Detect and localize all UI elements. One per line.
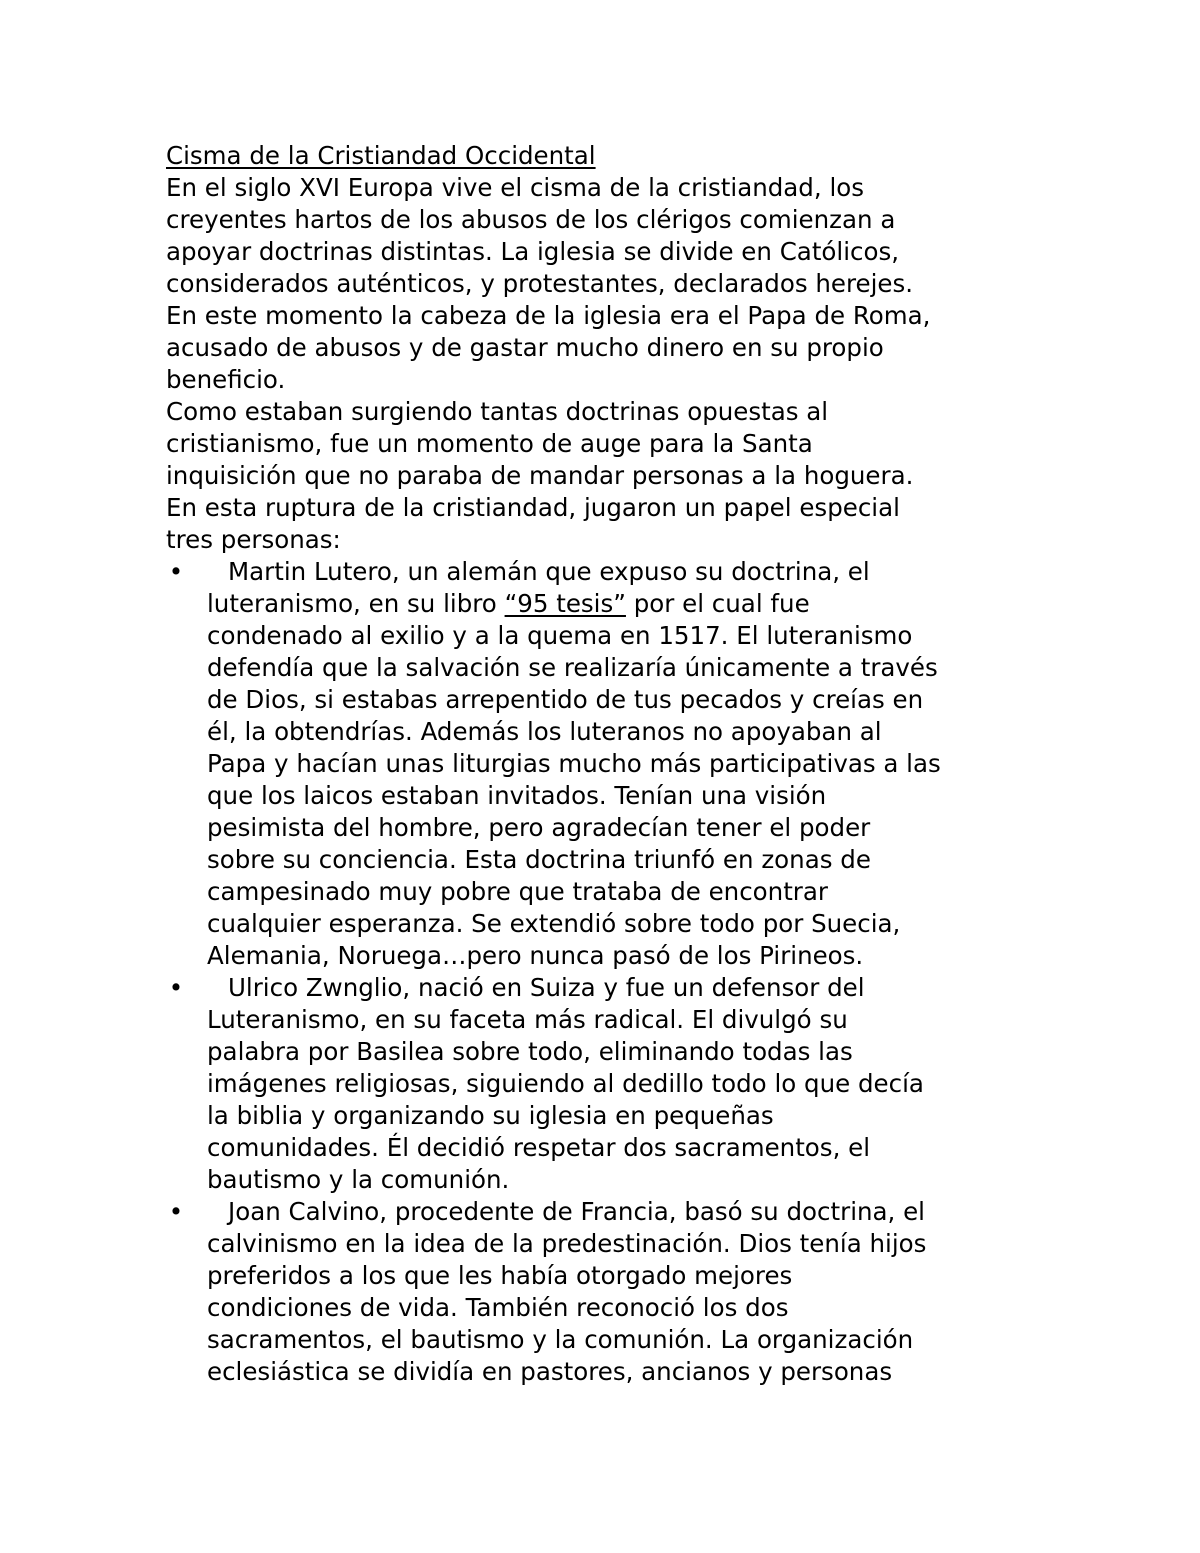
bullet-first-line [166, 972, 1066, 1004]
document-title: Cisma de la Cristiandad Occidental [166, 141, 596, 170]
bullet-line: Luteranismo, en su faceta más radical. El divulgó su [207, 1005, 848, 1034]
bullet-line: palabra por Basilea sobre todo, eliminando todas las [207, 1037, 853, 1066]
paragraph-line: inquisición que no paraba de mandar personas a la hoguera. [166, 461, 914, 490]
bullet-line: que los laicos estaban invitados. Tenían una visión [207, 781, 827, 810]
paragraph-line: beneficio. [166, 365, 286, 394]
bullet-line: campesinado muy pobre que trataba de encontrar [207, 877, 828, 906]
bullet-text: Joan Calvino, procedente de Francia, basó su doctrina, el [228, 1197, 925, 1226]
bullet-line: pesimista del hombre, pero agradecían tener el poder [207, 813, 871, 842]
bullet-item-lutero [166, 556, 1066, 972]
bullet-icon: • [168, 1197, 184, 1226]
bullet-line [166, 588, 1066, 620]
bullet-item-calvino [166, 1196, 1066, 1388]
bullet-line: comunidades. Él decidió respetar dos sacramentos, el [207, 1133, 871, 1162]
bullet-first-line [166, 556, 1066, 588]
bullet-line: bautismo y la comunión. [207, 1165, 510, 1194]
paragraph-line: cristianismo, fue un momento de auge para la Santa [166, 429, 813, 458]
bullet-icon: • [168, 557, 184, 586]
paragraph-line: apoyar doctrinas distintas. La iglesia se divide en Católicos, [166, 237, 900, 266]
book-title-link: “95 tesis” [504, 589, 626, 618]
bullet-line: sobre su conciencia. Esta doctrina triunfó en zonas de [207, 845, 871, 874]
paragraph-line: En este momento la cabeza de la iglesia era el Papa de Roma, [166, 301, 931, 330]
document-body [166, 140, 1066, 1388]
bullet-item-zwnglio [166, 972, 1066, 1196]
bullet-line: preferidos a los que les había otorgado mejores [207, 1261, 793, 1290]
bullet-first-line [166, 1196, 1066, 1228]
paragraph-line: En el siglo XVI Europa vive el cisma de la cristiandad, los [166, 173, 864, 202]
bullet-line: condenado al exilio y a la quema en 1517. El luteranismo [207, 621, 913, 650]
bullet-line: Alemania, Noruega…pero nunca pasó de los Pirineos. [207, 941, 864, 970]
bullet-text: Ulrico Zwnglio, nació en Suiza y fue un defensor del [228, 973, 865, 1002]
bullet-text: Martin Lutero, un alemán que expuso su doctrina, el [228, 557, 870, 586]
paragraph-line: tres personas: [166, 525, 341, 554]
paragraph-line: acusado de abusos y de gastar mucho dinero en su propio [166, 333, 884, 362]
bullet-line: calvinismo en la idea de la predestinación. Dios tenía hijos [207, 1229, 927, 1258]
paragraph-line: Como estaban surgiendo tantas doctrinas opuestas al [166, 397, 829, 426]
bullet-line: imágenes religiosas, siguiendo al dedillo todo lo que decía [207, 1069, 924, 1098]
bullet-line: de Dios, si estabas arrepentido de tus pecados y creías en [207, 685, 924, 714]
paragraph-inquisition [166, 396, 1066, 556]
bullet-line: cualquier esperanza. Se extendió sobre todo por Suecia, [207, 909, 901, 938]
bullet-line: sacramentos, el bautismo y la comunión. La organización [207, 1325, 914, 1354]
paragraph-intro [166, 172, 1066, 396]
bullet-line: Papa y hacían unas liturgias mucho más participativas a las [207, 749, 941, 778]
bullet-text: por el cual fue [625, 589, 810, 618]
bullet-line: condiciones de vida. También reconoció los dos [207, 1293, 789, 1322]
bullet-text: luteranismo, en su libro [207, 589, 505, 618]
bullet-line: él, la obtendrías. Además los luteranos no apoyaban al [207, 717, 882, 746]
paragraph-line: considerados auténticos, y protestantes, declarados herejes. [166, 269, 914, 298]
bullet-line: eclesiástica se dividía en pastores, ancianos y personas [207, 1357, 893, 1386]
paragraph-line: creyentes hartos de los abusos de los clérigos comienzan a [166, 205, 896, 234]
paragraph-line: En esta ruptura de la cristiandad, jugaron un papel especial [166, 493, 900, 522]
bullet-icon: • [168, 973, 184, 1002]
bullet-line: la biblia y organizando su iglesia en pequeñas [207, 1101, 774, 1130]
bullet-line: defendía que la salvación se realizaría únicamente a través [207, 653, 938, 682]
